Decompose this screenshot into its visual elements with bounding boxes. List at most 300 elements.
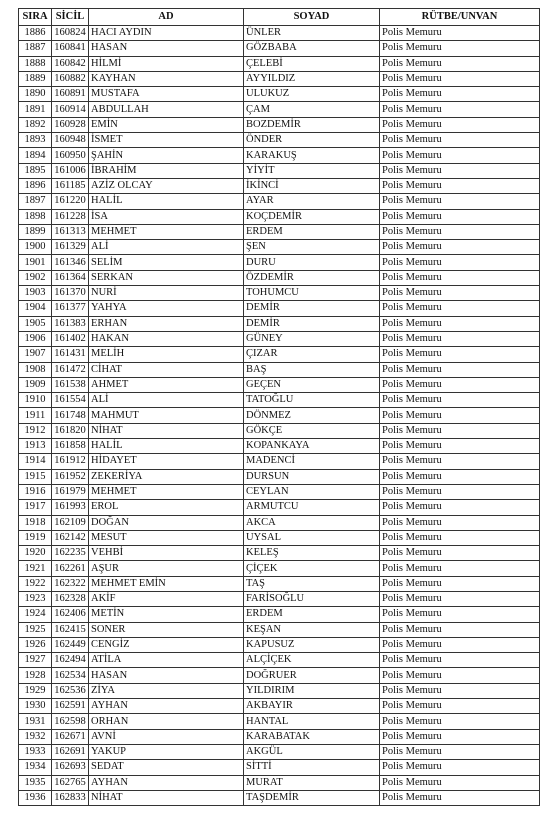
row-rutbe: Polis Memuru <box>380 530 540 545</box>
table-row <box>19 561 540 576</box>
row-rutbe: Polis Memuru <box>380 163 540 178</box>
row-soyad: DEMİR <box>244 301 380 316</box>
header-soyad: SOYAD <box>244 9 380 26</box>
row-soyad: KEŞAN <box>244 622 380 637</box>
row-ad: ERHAN <box>89 316 244 331</box>
table-row <box>19 148 540 163</box>
row-sira: 1931 <box>19 714 52 729</box>
row-ad: MEHMET EMİN <box>89 576 244 591</box>
row-ad: HAKAN <box>89 331 244 346</box>
row-ad: ATİLA <box>89 653 244 668</box>
table-row <box>19 576 540 591</box>
row-ad: AŞUR <box>89 561 244 576</box>
row-sicil: 161554 <box>52 393 89 408</box>
row-sira: 1922 <box>19 576 52 591</box>
row-soyad: DOĞRUER <box>244 668 380 683</box>
row-sira: 1913 <box>19 439 52 454</box>
row-rutbe: Polis Memuru <box>380 790 540 805</box>
row-soyad: KELEŞ <box>244 546 380 561</box>
table-row <box>19 56 540 71</box>
row-soyad: ERDEM <box>244 224 380 239</box>
row-soyad: SİTTİ <box>244 760 380 775</box>
row-sira: 1935 <box>19 775 52 790</box>
row-sicil: 161538 <box>52 377 89 392</box>
table-row <box>19 530 540 545</box>
row-soyad: DÖNMEZ <box>244 408 380 423</box>
row-sicil: 162691 <box>52 744 89 759</box>
row-soyad: AKGÜL <box>244 744 380 759</box>
row-sira: 1928 <box>19 668 52 683</box>
row-sira: 1929 <box>19 683 52 698</box>
row-soyad: ÇELEBİ <box>244 56 380 71</box>
row-sicil: 161370 <box>52 286 89 301</box>
row-ad: ABDULLAH <box>89 102 244 117</box>
row-soyad: FARİSOĞLU <box>244 591 380 606</box>
row-sicil: 162322 <box>52 576 89 591</box>
row-soyad: AKCA <box>244 515 380 530</box>
row-ad: AKİF <box>89 591 244 606</box>
header-rutbe: RÜTBE/UNVAN <box>380 9 540 26</box>
row-rutbe: Polis Memuru <box>380 347 540 362</box>
row-soyad: BAŞ <box>244 362 380 377</box>
table-row <box>19 270 540 285</box>
row-ad: EMİN <box>89 117 244 132</box>
row-rutbe: Polis Memuru <box>380 178 540 193</box>
table-row <box>19 500 540 515</box>
table-row <box>19 591 540 606</box>
row-rutbe: Polis Memuru <box>380 331 540 346</box>
row-soyad: KOPANKAYA <box>244 439 380 454</box>
row-ad: CİHAT <box>89 362 244 377</box>
table-row <box>19 469 540 484</box>
row-sira: 1926 <box>19 637 52 652</box>
row-ad: ALİ <box>89 240 244 255</box>
row-sira: 1918 <box>19 515 52 530</box>
row-sira: 1925 <box>19 622 52 637</box>
row-ad: HASAN <box>89 41 244 56</box>
row-ad: YAHYA <box>89 301 244 316</box>
header-ad: AD <box>89 9 244 26</box>
row-sira: 1909 <box>19 377 52 392</box>
row-rutbe: Polis Memuru <box>380 546 540 561</box>
row-sicil: 161820 <box>52 423 89 438</box>
row-soyad: AYYILDIZ <box>244 71 380 86</box>
row-ad: AHMET <box>89 377 244 392</box>
table-row <box>19 607 540 622</box>
row-ad: MAHMUT <box>89 408 244 423</box>
row-rutbe: Polis Memuru <box>380 255 540 270</box>
table-row <box>19 26 540 41</box>
row-soyad: DURU <box>244 255 380 270</box>
row-ad: HALİL <box>89 439 244 454</box>
table-row <box>19 790 540 805</box>
table-row <box>19 224 540 239</box>
row-rutbe: Polis Memuru <box>380 683 540 698</box>
row-sira: 1914 <box>19 454 52 469</box>
row-sira: 1893 <box>19 133 52 148</box>
row-soyad: ÖNDER <box>244 133 380 148</box>
row-ad: MEHMET <box>89 484 244 499</box>
table-row <box>19 194 540 209</box>
row-soyad: YILDIRIM <box>244 683 380 698</box>
row-rutbe: Polis Memuru <box>380 699 540 714</box>
row-sicil: 161383 <box>52 316 89 331</box>
row-soyad: ŞEN <box>244 240 380 255</box>
row-ad: YAKUP <box>89 744 244 759</box>
table-row <box>19 102 540 117</box>
row-sira: 1919 <box>19 530 52 545</box>
table-row <box>19 439 540 454</box>
row-soyad: ÖZDEMİR <box>244 270 380 285</box>
table-row <box>19 729 540 744</box>
row-ad: HASAN <box>89 668 244 683</box>
row-rutbe: Polis Memuru <box>380 26 540 41</box>
row-sira: 1890 <box>19 87 52 102</box>
row-soyad: ÇİÇEK <box>244 561 380 576</box>
row-rutbe: Polis Memuru <box>380 484 540 499</box>
row-rutbe: Polis Memuru <box>380 270 540 285</box>
row-rutbe: Polis Memuru <box>380 668 540 683</box>
row-sira: 1934 <box>19 760 52 775</box>
header-sira: SIRA <box>19 9 52 26</box>
row-sicil: 160842 <box>52 56 89 71</box>
row-soyad: HANTAL <box>244 714 380 729</box>
row-sicil: 161472 <box>52 362 89 377</box>
row-ad: NİHAT <box>89 423 244 438</box>
table-row <box>19 301 540 316</box>
row-sicil: 162328 <box>52 591 89 606</box>
row-sira: 1895 <box>19 163 52 178</box>
row-sira: 1900 <box>19 240 52 255</box>
row-sicil: 160882 <box>52 71 89 86</box>
row-sicil: 160914 <box>52 102 89 117</box>
row-ad: MELİH <box>89 347 244 362</box>
row-sicil: 161346 <box>52 255 89 270</box>
row-rutbe: Polis Memuru <box>380 240 540 255</box>
row-sira: 1886 <box>19 26 52 41</box>
row-soyad: MURAT <box>244 775 380 790</box>
row-rutbe: Polis Memuru <box>380 500 540 515</box>
row-sira: 1894 <box>19 148 52 163</box>
table-row <box>19 163 540 178</box>
row-sicil: 162261 <box>52 561 89 576</box>
row-ad: NİHAT <box>89 790 244 805</box>
table-row <box>19 316 540 331</box>
table-row <box>19 240 540 255</box>
row-ad: HİDAYET <box>89 454 244 469</box>
row-sicil: 160950 <box>52 148 89 163</box>
row-soyad: MADENCİ <box>244 454 380 469</box>
header-sicil: SİCİL <box>52 9 89 26</box>
row-ad: İSA <box>89 209 244 224</box>
table-row <box>19 255 540 270</box>
table-row <box>19 178 540 193</box>
row-ad: ALİ <box>89 393 244 408</box>
row-sira: 1896 <box>19 178 52 193</box>
row-rutbe: Polis Memuru <box>380 653 540 668</box>
row-soyad: DURSUN <box>244 469 380 484</box>
row-rutbe: Polis Memuru <box>380 56 540 71</box>
row-sira: 1888 <box>19 56 52 71</box>
table-row <box>19 653 540 668</box>
row-rutbe: Polis Memuru <box>380 209 540 224</box>
row-sira: 1912 <box>19 423 52 438</box>
row-sicil: 160891 <box>52 87 89 102</box>
row-sicil: 162693 <box>52 760 89 775</box>
row-soyad: KOÇDEMİR <box>244 209 380 224</box>
row-sicil: 162765 <box>52 775 89 790</box>
table-row <box>19 668 540 683</box>
row-soyad: DEMİR <box>244 316 380 331</box>
row-ad: MEHMET <box>89 224 244 239</box>
row-sira: 1899 <box>19 224 52 239</box>
row-sicil: 162415 <box>52 622 89 637</box>
row-ad: EROL <box>89 500 244 515</box>
row-rutbe: Polis Memuru <box>380 377 540 392</box>
row-sira: 1906 <box>19 331 52 346</box>
row-ad: İBRAHİM <box>89 163 244 178</box>
row-ad: HALİL <box>89 194 244 209</box>
row-sicil: 160824 <box>52 26 89 41</box>
row-rutbe: Polis Memuru <box>380 515 540 530</box>
row-rutbe: Polis Memuru <box>380 637 540 652</box>
personnel-table <box>18 8 540 806</box>
row-sicil: 161006 <box>52 163 89 178</box>
table-row <box>19 775 540 790</box>
row-sicil: 162833 <box>52 790 89 805</box>
row-sicil: 161185 <box>52 178 89 193</box>
row-sicil: 162449 <box>52 637 89 652</box>
row-sira: 1887 <box>19 41 52 56</box>
row-ad: MUSTAFA <box>89 87 244 102</box>
row-sira: 1911 <box>19 408 52 423</box>
row-sira: 1891 <box>19 102 52 117</box>
row-rutbe: Polis Memuru <box>380 622 540 637</box>
row-sira: 1916 <box>19 484 52 499</box>
row-sicil: 162109 <box>52 515 89 530</box>
table-row <box>19 331 540 346</box>
row-rutbe: Polis Memuru <box>380 454 540 469</box>
table-row <box>19 408 540 423</box>
row-sira: 1897 <box>19 194 52 209</box>
row-soyad: YİYİT <box>244 163 380 178</box>
row-sira: 1927 <box>19 653 52 668</box>
table-row <box>19 423 540 438</box>
row-rutbe: Polis Memuru <box>380 439 540 454</box>
table-row <box>19 209 540 224</box>
row-sicil: 161220 <box>52 194 89 209</box>
row-rutbe: Polis Memuru <box>380 41 540 56</box>
row-sicil: 161364 <box>52 270 89 285</box>
table-row <box>19 71 540 86</box>
row-rutbe: Polis Memuru <box>380 316 540 331</box>
row-rutbe: Polis Memuru <box>380 714 540 729</box>
row-sira: 1930 <box>19 699 52 714</box>
row-soyad: GÖZBABA <box>244 41 380 56</box>
row-sicil: 161228 <box>52 209 89 224</box>
row-ad: ŞAHİN <box>89 148 244 163</box>
row-rutbe: Polis Memuru <box>380 286 540 301</box>
table-row <box>19 515 540 530</box>
row-ad: AYHAN <box>89 699 244 714</box>
row-soyad: ALÇİÇEK <box>244 653 380 668</box>
row-sira: 1898 <box>19 209 52 224</box>
table-row <box>19 637 540 652</box>
row-sicil: 162536 <box>52 683 89 698</box>
row-soyad: BOZDEMİR <box>244 117 380 132</box>
row-soyad: KARABATAK <box>244 729 380 744</box>
row-rutbe: Polis Memuru <box>380 744 540 759</box>
row-sira: 1924 <box>19 607 52 622</box>
row-sicil: 161313 <box>52 224 89 239</box>
row-sicil: 161858 <box>52 439 89 454</box>
table-row <box>19 546 540 561</box>
row-soyad: GÖKÇE <box>244 423 380 438</box>
row-rutbe: Polis Memuru <box>380 408 540 423</box>
row-ad: ORHAN <box>89 714 244 729</box>
row-ad: AZİZ OLCAY <box>89 178 244 193</box>
row-rutbe: Polis Memuru <box>380 775 540 790</box>
table-row <box>19 699 540 714</box>
row-sicil: 162591 <box>52 699 89 714</box>
row-sicil: 162534 <box>52 668 89 683</box>
row-soyad: TATOĞLU <box>244 393 380 408</box>
table-row <box>19 117 540 132</box>
row-sicil: 161993 <box>52 500 89 515</box>
row-ad: CENGİZ <box>89 637 244 652</box>
row-rutbe: Polis Memuru <box>380 729 540 744</box>
row-soyad: AKBAYIR <box>244 699 380 714</box>
row-sira: 1910 <box>19 393 52 408</box>
row-rutbe: Polis Memuru <box>380 71 540 86</box>
row-soyad: ÜNLER <box>244 26 380 41</box>
row-rutbe: Polis Memuru <box>380 760 540 775</box>
row-ad: METİN <box>89 607 244 622</box>
table-row <box>19 362 540 377</box>
row-sicil: 160841 <box>52 41 89 56</box>
table-row <box>19 484 540 499</box>
row-sira: 1905 <box>19 316 52 331</box>
row-soyad: ÇIZAR <box>244 347 380 362</box>
row-sicil: 160948 <box>52 133 89 148</box>
row-sira: 1908 <box>19 362 52 377</box>
table-row <box>19 393 540 408</box>
table-row <box>19 347 540 362</box>
row-rutbe: Polis Memuru <box>380 102 540 117</box>
row-sicil: 161329 <box>52 240 89 255</box>
row-sicil: 162406 <box>52 607 89 622</box>
document-page <box>18 8 539 806</box>
row-ad: İSMET <box>89 133 244 148</box>
row-soyad: AYAR <box>244 194 380 209</box>
row-ad: AVNİ <box>89 729 244 744</box>
row-soyad: GEÇEN <box>244 377 380 392</box>
row-rutbe: Polis Memuru <box>380 393 540 408</box>
table-row <box>19 133 540 148</box>
row-ad: MESUT <box>89 530 244 545</box>
table-row <box>19 683 540 698</box>
row-soyad: ERDEM <box>244 607 380 622</box>
row-rutbe: Polis Memuru <box>380 423 540 438</box>
row-soyad: TAŞDEMİR <box>244 790 380 805</box>
row-ad: HİLMİ <box>89 56 244 71</box>
row-sira: 1936 <box>19 790 52 805</box>
row-sicil: 161912 <box>52 454 89 469</box>
row-ad: VEHBİ <box>89 546 244 561</box>
row-sira: 1902 <box>19 270 52 285</box>
row-sira: 1907 <box>19 347 52 362</box>
row-sira: 1933 <box>19 744 52 759</box>
row-sicil: 162598 <box>52 714 89 729</box>
row-ad: KAYHAN <box>89 71 244 86</box>
row-sicil: 161431 <box>52 347 89 362</box>
row-soyad: KAPUSUZ <box>244 637 380 652</box>
table-body <box>19 26 540 806</box>
row-ad: ZEKERİYA <box>89 469 244 484</box>
row-ad: AYHAN <box>89 775 244 790</box>
row-sira: 1921 <box>19 561 52 576</box>
row-soyad: KARAKUŞ <box>244 148 380 163</box>
row-sicil: 161979 <box>52 484 89 499</box>
table-row <box>19 622 540 637</box>
row-soyad: ULUKUZ <box>244 87 380 102</box>
table-row <box>19 714 540 729</box>
row-sira: 1903 <box>19 286 52 301</box>
row-sira: 1901 <box>19 255 52 270</box>
table-row <box>19 87 540 102</box>
row-rutbe: Polis Memuru <box>380 87 540 102</box>
row-sicil: 160928 <box>52 117 89 132</box>
row-ad: HACI AYDIN <box>89 26 244 41</box>
row-sicil: 161402 <box>52 331 89 346</box>
row-rutbe: Polis Memuru <box>380 469 540 484</box>
row-rutbe: Polis Memuru <box>380 362 540 377</box>
table-row <box>19 760 540 775</box>
row-rutbe: Polis Memuru <box>380 117 540 132</box>
table-row <box>19 744 540 759</box>
table-row <box>19 41 540 56</box>
row-soyad: ÇAM <box>244 102 380 117</box>
row-ad: SEDAT <box>89 760 244 775</box>
row-ad: DOĞAN <box>89 515 244 530</box>
row-ad: SELİM <box>89 255 244 270</box>
row-soyad: UYSAL <box>244 530 380 545</box>
row-sicil: 162142 <box>52 530 89 545</box>
row-soyad: İKİNCİ <box>244 178 380 193</box>
row-rutbe: Polis Memuru <box>380 561 540 576</box>
row-soyad: GÜNEY <box>244 331 380 346</box>
row-sira: 1923 <box>19 591 52 606</box>
row-ad: SERKAN <box>89 270 244 285</box>
row-rutbe: Polis Memuru <box>380 194 540 209</box>
table-row <box>19 454 540 469</box>
row-soyad: ARMUTCU <box>244 500 380 515</box>
row-sicil: 162494 <box>52 653 89 668</box>
row-rutbe: Polis Memuru <box>380 148 540 163</box>
row-ad: SONER <box>89 622 244 637</box>
row-rutbe: Polis Memuru <box>380 224 540 239</box>
row-sicil: 162235 <box>52 546 89 561</box>
row-sira: 1932 <box>19 729 52 744</box>
row-rutbe: Polis Memuru <box>380 301 540 316</box>
row-sira: 1917 <box>19 500 52 515</box>
row-rutbe: Polis Memuru <box>380 133 540 148</box>
table-row <box>19 286 540 301</box>
row-sicil: 161952 <box>52 469 89 484</box>
table-header-row <box>19 9 540 26</box>
row-ad: ZİYA <box>89 683 244 698</box>
row-sira: 1904 <box>19 301 52 316</box>
